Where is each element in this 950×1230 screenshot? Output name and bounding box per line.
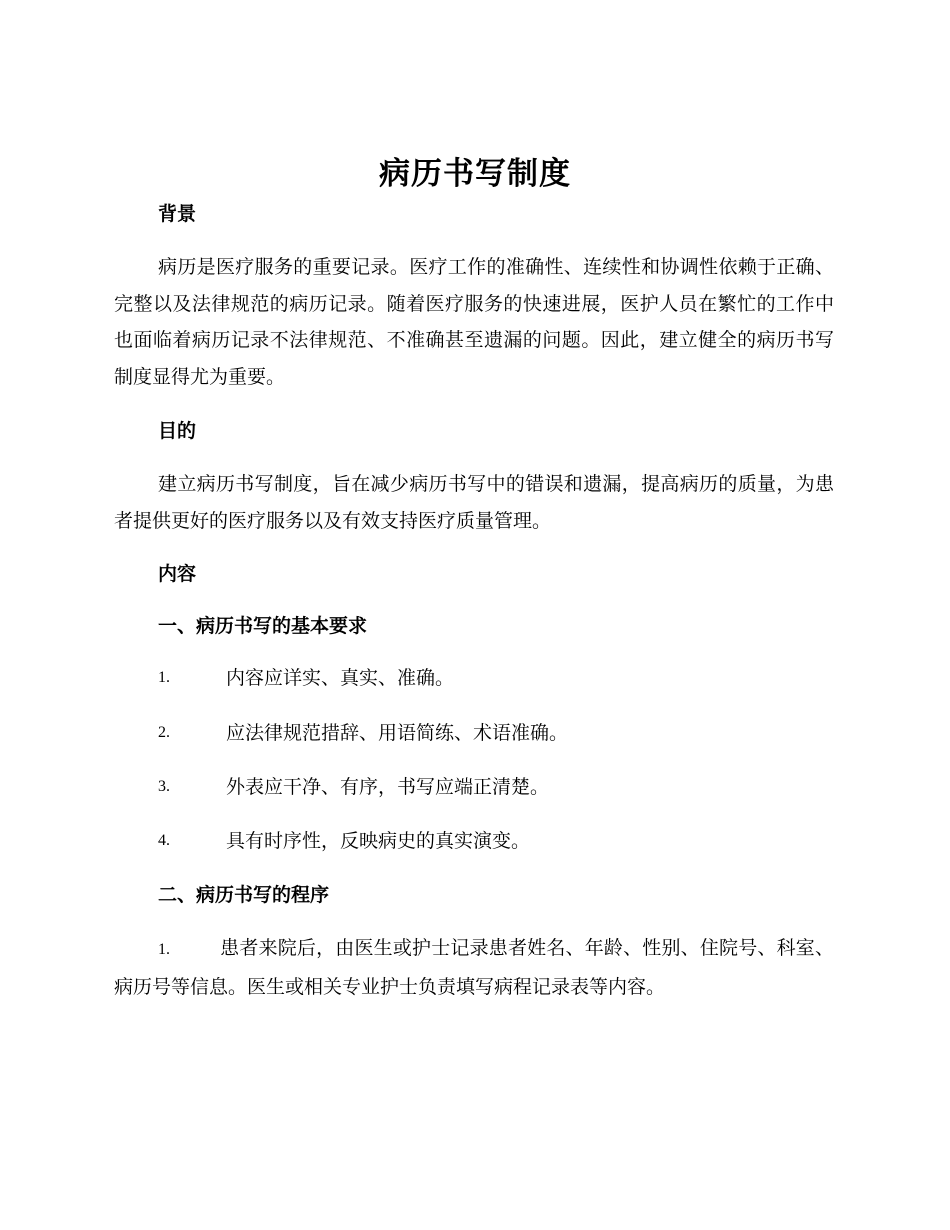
list-item-text: 外表应干净、有序，书写应端正清楚。 (226, 776, 550, 798)
subsection-heading-requirements: 一、病历书写的基本要求 (158, 615, 368, 637)
list-item-text: 应法律规范措辞、用语简练、术语准确。 (226, 722, 569, 744)
list-item-number: 4. (158, 832, 170, 849)
section-heading-purpose: 目的 (158, 420, 197, 442)
procedure-item-text: 患者来院后，由医生或护士记录患者姓名、年龄、性别、住院号、科室、病历号等信息。医生或相关专业护士负责填写病程记录表等内容。 (114, 937, 834, 998)
procedure-item (114, 930, 834, 1005)
list-item-number: 3. (158, 778, 170, 795)
paragraph-background: 病历是医疗服务的重要记录。医疗工作的准确性、连续性和协调性依赖于正确、完整以及法律规范的病历记录。随着医疗服务的快速进展，医护人员在繁忙的工作中也面临着病历记录不法律规范、不准确甚至遗漏的问题。因此，建立健全的病历书写制度显得尤为重要。 (114, 256, 834, 388)
list-item-number: 1. (158, 669, 170, 686)
list-item-text: 内容应详实、真实、准确。 (226, 667, 455, 689)
subsection-heading-procedure: 二、病历书写的程序 (158, 884, 330, 906)
procedure-item-number: 1. (158, 941, 170, 958)
paragraph-purpose: 建立病历书写制度，旨在减少病历书写中的错误和遗漏，提高病历的质量，为患者提供更好的医疗服务以及有效支持医疗质量管理。 (114, 473, 834, 532)
list-item-number: 2. (158, 724, 170, 741)
list-item-text: 具有时序性，反映病史的真实演变。 (226, 830, 531, 852)
section-heading-background: 背景 (158, 203, 197, 225)
section-heading-content: 内容 (158, 563, 197, 585)
document-title: 病历书写制度 (379, 156, 571, 192)
